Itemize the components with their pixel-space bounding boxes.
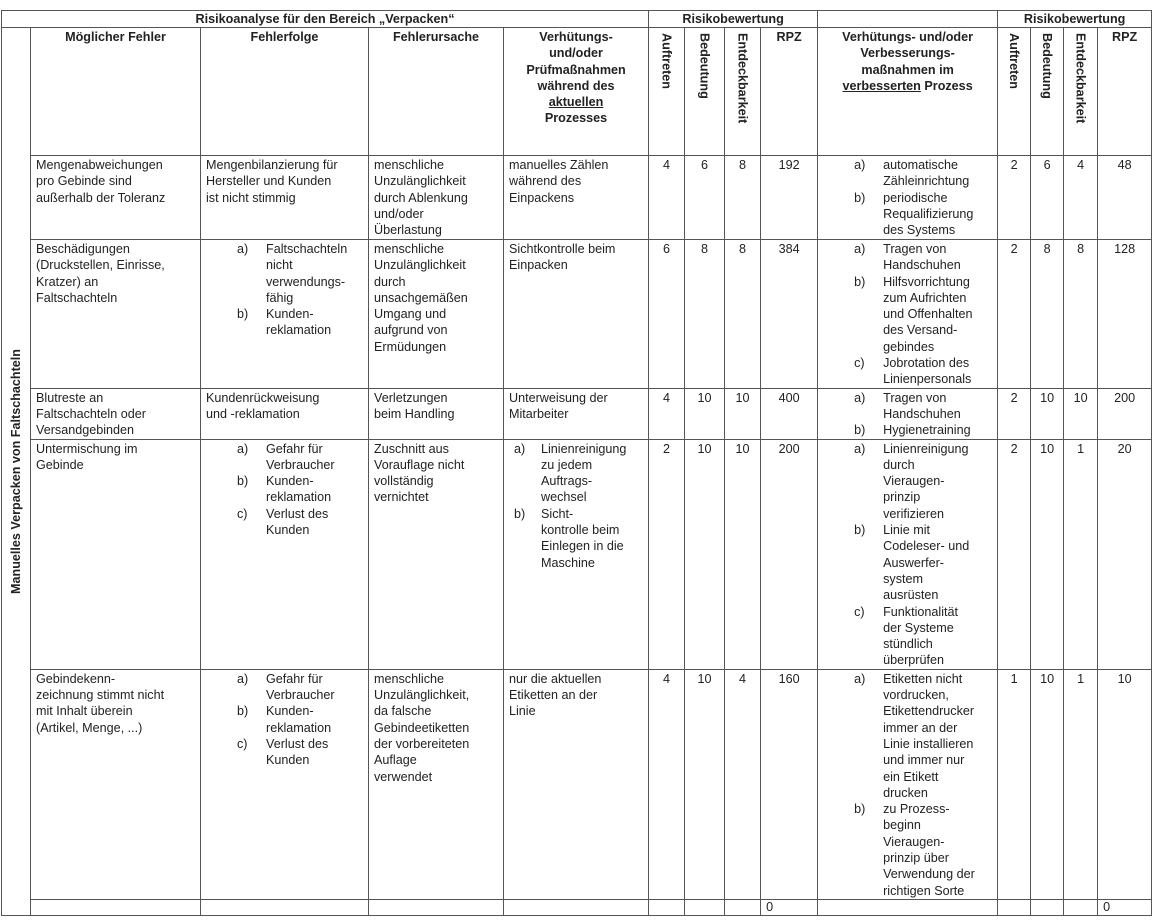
list-item-text: Linienreinigung durch Vieraugen- prinzip verifizieren	[883, 441, 969, 521]
list-item-text: Hygienetraining	[883, 423, 971, 438]
improved-measures-cell-list	[823, 241, 992, 388]
occurrence-value: 4	[649, 669, 685, 899]
list-item-label: b)	[854, 523, 866, 538]
list-item-text: Jobrotation des Linienpersonals	[883, 356, 972, 387]
risk-rating-header: Risikobewertung	[649, 11, 818, 28]
current-measures-cell-list	[509, 441, 643, 571]
possible-error-cell: Gebindekenn- zeichnung stimmt nicht mit Inhalt überein (Artikel, Menge, ...)	[31, 669, 201, 899]
risk-analysis-table	[1, 10, 1152, 916]
totals-cell	[649, 899, 685, 915]
risk-rating-header-improved: Risikobewertung	[998, 11, 1152, 28]
rpz-improved-total: 0	[1098, 899, 1152, 915]
rpz-value: 192	[761, 156, 818, 240]
detectability-improved-value: 4	[1064, 156, 1098, 240]
error-consequence-cell	[201, 669, 369, 899]
list-item	[823, 157, 992, 190]
possible-error-cell: Mengenabweichungen pro Gebinde sind außerhalb der Toleranz	[31, 156, 201, 240]
detectability-improved-value: 8	[1064, 240, 1098, 389]
header-rpz: RPZ	[761, 28, 818, 156]
header-detectability-improved	[1064, 28, 1098, 156]
list-item	[823, 801, 992, 899]
list-item	[206, 241, 363, 306]
current-measures-cell: Sichtkontrolle beim Einpacken	[504, 240, 649, 389]
error-consequence-cell-list	[206, 441, 363, 539]
header-improved-underlined: verbesserten	[842, 78, 921, 93]
process-label: Manuelles Verpacken von Faltschachteln	[8, 348, 23, 594]
list-item-label: a)	[237, 671, 249, 686]
list-item-label: a)	[237, 242, 249, 256]
rpz-value: 160	[761, 669, 818, 899]
severity-value: 10	[685, 439, 725, 669]
occurrence-value: 4	[649, 156, 685, 240]
severity-improved-value: 10	[1031, 388, 1064, 439]
occurrence-improved-value: 2	[998, 388, 1031, 439]
list-item-label: a)	[514, 441, 526, 456]
list-item	[206, 703, 363, 736]
current-measures-cell	[504, 439, 649, 669]
severity-value: 10	[685, 388, 725, 439]
list-item-label: a)	[854, 671, 866, 686]
error-consequence-cell-list	[206, 671, 363, 769]
current-measures-cell: nur die aktuellen Etiketten an der Linie	[504, 669, 649, 899]
header-improved-measures	[818, 28, 998, 156]
severity-value: 6	[685, 156, 725, 240]
header-occurrence-improved-text: Auftreten	[1007, 33, 1022, 89]
list-item-text: Linie mit Codeleser- und Auswerfer- system ausrüsten	[883, 523, 970, 603]
list-item-label: b)	[237, 704, 249, 719]
header-current-underlined: aktuellen	[548, 95, 604, 110]
error-consequence-cell: Mengenbilanzierung für Hersteller und Kunden ist nicht stimmig	[201, 156, 369, 240]
detectability-value: 10	[725, 388, 761, 439]
improved-measures-cell	[818, 156, 998, 240]
list-item-text: Kunden- reklamation	[266, 474, 332, 505]
list-item-label: b)	[854, 802, 866, 817]
occurrence-value: 4	[649, 388, 685, 439]
rpz-improved-value: 200	[1098, 388, 1152, 439]
list-item-label: b)	[237, 474, 249, 489]
header-error-cause: Fehlerursache	[369, 28, 504, 156]
header-detectability-text: Entdeckbarkeit	[735, 33, 750, 124]
list-item	[823, 441, 992, 522]
occurrence-improved-value: 2	[998, 156, 1031, 240]
error-consequence-cell	[201, 439, 369, 669]
list-item-label: c)	[237, 506, 248, 521]
detectability-improved-value: 10	[1064, 388, 1098, 439]
list-item-text: Verlust des Kunden	[266, 736, 329, 768]
table-row	[2, 669, 1152, 899]
occurrence-value: 6	[649, 240, 685, 389]
list-item-label: c)	[854, 356, 865, 371]
possible-error-cell: Beschädigungen (Druckstellen, Einrisse, Kratzer) an Faltschachteln	[31, 240, 201, 389]
totals-row	[2, 899, 1152, 915]
list-item-text: Funktionalität der Systeme stündlich überprüfen	[883, 604, 958, 668]
improved-measures-cell	[818, 439, 998, 669]
improved-measures-cell-list	[823, 671, 992, 899]
header-rpz-improved: RPZ	[1098, 28, 1152, 156]
list-item-text: Kunden- reklamation	[266, 704, 332, 735]
severity-improved-value: 8	[1031, 240, 1064, 389]
totals-cell	[685, 899, 725, 915]
rpz-improved-value: 128	[1098, 240, 1152, 389]
list-item-text: Sicht- kontrolle beim Einlegen in die Maschine	[541, 506, 624, 570]
rpz-value: 200	[761, 439, 818, 669]
list-item-text: periodische Requalifizierung des Systems	[883, 190, 974, 238]
detectability-improved-value: 1	[1064, 669, 1098, 899]
list-item	[823, 190, 992, 239]
list-item-text: automatische Zähleinrichtung	[883, 158, 970, 189]
occurrence-improved-value: 2	[998, 240, 1031, 389]
list-item	[509, 506, 643, 571]
list-item	[823, 390, 992, 423]
list-item-label: a)	[854, 390, 866, 405]
rpz-improved-value: 10	[1098, 669, 1152, 899]
list-item	[206, 441, 363, 474]
severity-improved-value: 6	[1031, 156, 1064, 240]
list-item-text: Etiketten nicht vordrucken, Etikettendrucker immer an der Linie installieren und immer nur ein Etikett drucken	[883, 671, 975, 800]
list-item-label: a)	[237, 441, 249, 456]
list-item	[823, 241, 992, 274]
severity-improved-value: 10	[1031, 439, 1064, 669]
list-item-text: Kunden- reklamation	[266, 307, 332, 338]
detectability-value: 8	[725, 240, 761, 389]
improved-measures-cell-list	[823, 441, 992, 669]
header-improved-text: Verhütungs- und/oder Verbesserungs- maßnahmen im	[842, 30, 974, 77]
list-item-text: Linienreinigung zu jedem Auftrags- wechsel	[541, 441, 627, 505]
detectability-improved-value: 1	[1064, 439, 1098, 669]
rpz-value: 384	[761, 240, 818, 389]
error-cause-cell: Zuschnitt aus Vorauflage nicht vollständig vernichtet	[369, 439, 504, 669]
current-measures-cell: manuelles Zählen während des Einpackens	[504, 156, 649, 240]
process-label-cell	[2, 28, 31, 916]
list-item-label: c)	[854, 604, 865, 619]
rpz-total: 0	[761, 899, 818, 915]
list-item-label: b)	[237, 307, 249, 322]
totals-cell	[504, 899, 649, 915]
list-item-text: Hilfsvorrichtung zum Aufrichten und Offenhalten des Versand- gebindes	[883, 274, 973, 354]
header-current-measures-text: Verhütungs- und/oder Prüfmaßnahmen während des	[526, 30, 626, 93]
totals-cell	[1031, 899, 1064, 915]
list-item	[823, 355, 992, 388]
table-row	[2, 240, 1152, 389]
list-item	[206, 506, 363, 539]
list-item-text: Gefahr für Verbraucher	[266, 671, 335, 703]
severity-value: 10	[685, 669, 725, 899]
list-item-label: c)	[237, 736, 248, 751]
error-cause-cell: menschliche Unzulänglichkeit durch unsachgemäßen Umgang und aufgrund von Ermüdungen	[369, 240, 504, 389]
totals-cell	[1064, 899, 1098, 915]
error-consequence-cell-list	[206, 241, 363, 339]
detectability-value: 4	[725, 669, 761, 899]
occurrence-improved-value: 2	[998, 439, 1031, 669]
severity-improved-value: 10	[1031, 669, 1064, 899]
totals-cell	[31, 899, 201, 915]
list-item-text: Tragen von Handschuhen	[883, 390, 961, 421]
totals-cell	[818, 899, 998, 915]
error-cause-cell: menschliche Unzulänglichkeit durch Ablenkung und/oder Überlastung	[369, 156, 504, 240]
occurrence-improved-value: 1	[998, 669, 1031, 899]
table-title: Risikoanalyse für den Bereich „Verpacken“	[2, 11, 649, 28]
current-measures-cell: Unterweisung der Mitarbeiter	[504, 388, 649, 439]
list-item	[823, 604, 992, 669]
header-severity-improved	[1031, 28, 1064, 156]
list-item-label: a)	[854, 242, 866, 256]
list-item-label: a)	[854, 158, 866, 172]
list-item-text: Faltschachteln nicht verwendungs- fähig	[266, 242, 348, 305]
empty-header	[818, 11, 998, 28]
list-item-label: b)	[854, 190, 866, 205]
header-severity-text: Bedeutung	[697, 33, 712, 99]
possible-error-cell: Untermischung im Gebinde	[31, 439, 201, 669]
table-row	[2, 388, 1152, 439]
error-consequence-cell	[201, 240, 369, 389]
header-improved-end: Prozess	[920, 78, 973, 93]
header-detectability-improved-text: Entdeckbarkeit	[1073, 33, 1088, 124]
list-item-text: Gefahr für Verbraucher	[266, 441, 335, 472]
list-item-label: b)	[514, 506, 526, 521]
list-item-text: zu Prozess- beginn Vieraugen- prinzip über Verwendung der richtigen Sorte	[883, 802, 975, 898]
header-error-consequence: Fehlerfolge	[201, 28, 369, 156]
list-item	[206, 671, 363, 704]
list-item	[823, 274, 992, 355]
error-cause-cell: Verletzungen beim Handling	[369, 388, 504, 439]
header-occurrence-text: Auftreten	[659, 33, 674, 89]
improved-measures-cell	[818, 669, 998, 899]
header-occurrence-improved	[998, 28, 1031, 156]
list-item	[509, 441, 643, 506]
header-possible-error: Möglicher Fehler	[31, 28, 201, 156]
header-severity-improved-text: Bedeutung	[1040, 33, 1055, 99]
list-item-label: a)	[854, 441, 866, 456]
header-severity	[685, 28, 725, 156]
occurrence-value: 2	[649, 439, 685, 669]
error-cause-cell: menschliche Unzulänglichkeit, da falsche Gebindeetiketten der vorbereiteten Auflage verwendet	[369, 669, 504, 899]
rpz-value: 400	[761, 388, 818, 439]
header-current-measures	[504, 28, 649, 156]
improved-measures-cell	[818, 240, 998, 389]
list-item	[823, 522, 992, 603]
error-consequence-cell: Kundenrückweisung und -reklamation	[201, 388, 369, 439]
header-occurrence	[649, 28, 685, 156]
severity-value: 8	[685, 240, 725, 389]
list-item	[823, 671, 992, 801]
rpz-improved-value: 20	[1098, 439, 1152, 669]
rpz-improved-value: 48	[1098, 156, 1152, 240]
detectability-value: 8	[725, 156, 761, 240]
list-item-label: b)	[854, 274, 866, 289]
totals-cell	[201, 899, 369, 915]
list-item	[206, 473, 363, 506]
detectability-value: 10	[725, 439, 761, 669]
table-row	[2, 439, 1152, 669]
totals-cell	[998, 899, 1031, 915]
header-current-measures-end: Prozesses	[544, 111, 608, 126]
header-detectability	[725, 28, 761, 156]
totals-cell	[725, 899, 761, 915]
list-item	[206, 736, 363, 769]
list-item	[206, 306, 363, 339]
list-item-text: Verlust des Kunden	[266, 506, 329, 538]
improved-measures-cell-list	[823, 390, 992, 439]
improved-measures-cell-list	[823, 157, 992, 238]
list-item	[823, 422, 992, 438]
possible-error-cell: Blutreste an Faltschachteln oder Versandgebinden	[31, 388, 201, 439]
list-item-label: b)	[854, 423, 866, 438]
list-item-text: Tragen von Handschuhen	[883, 242, 961, 273]
table-row	[2, 156, 1152, 240]
improved-measures-cell	[818, 388, 998, 439]
totals-cell	[369, 899, 504, 915]
